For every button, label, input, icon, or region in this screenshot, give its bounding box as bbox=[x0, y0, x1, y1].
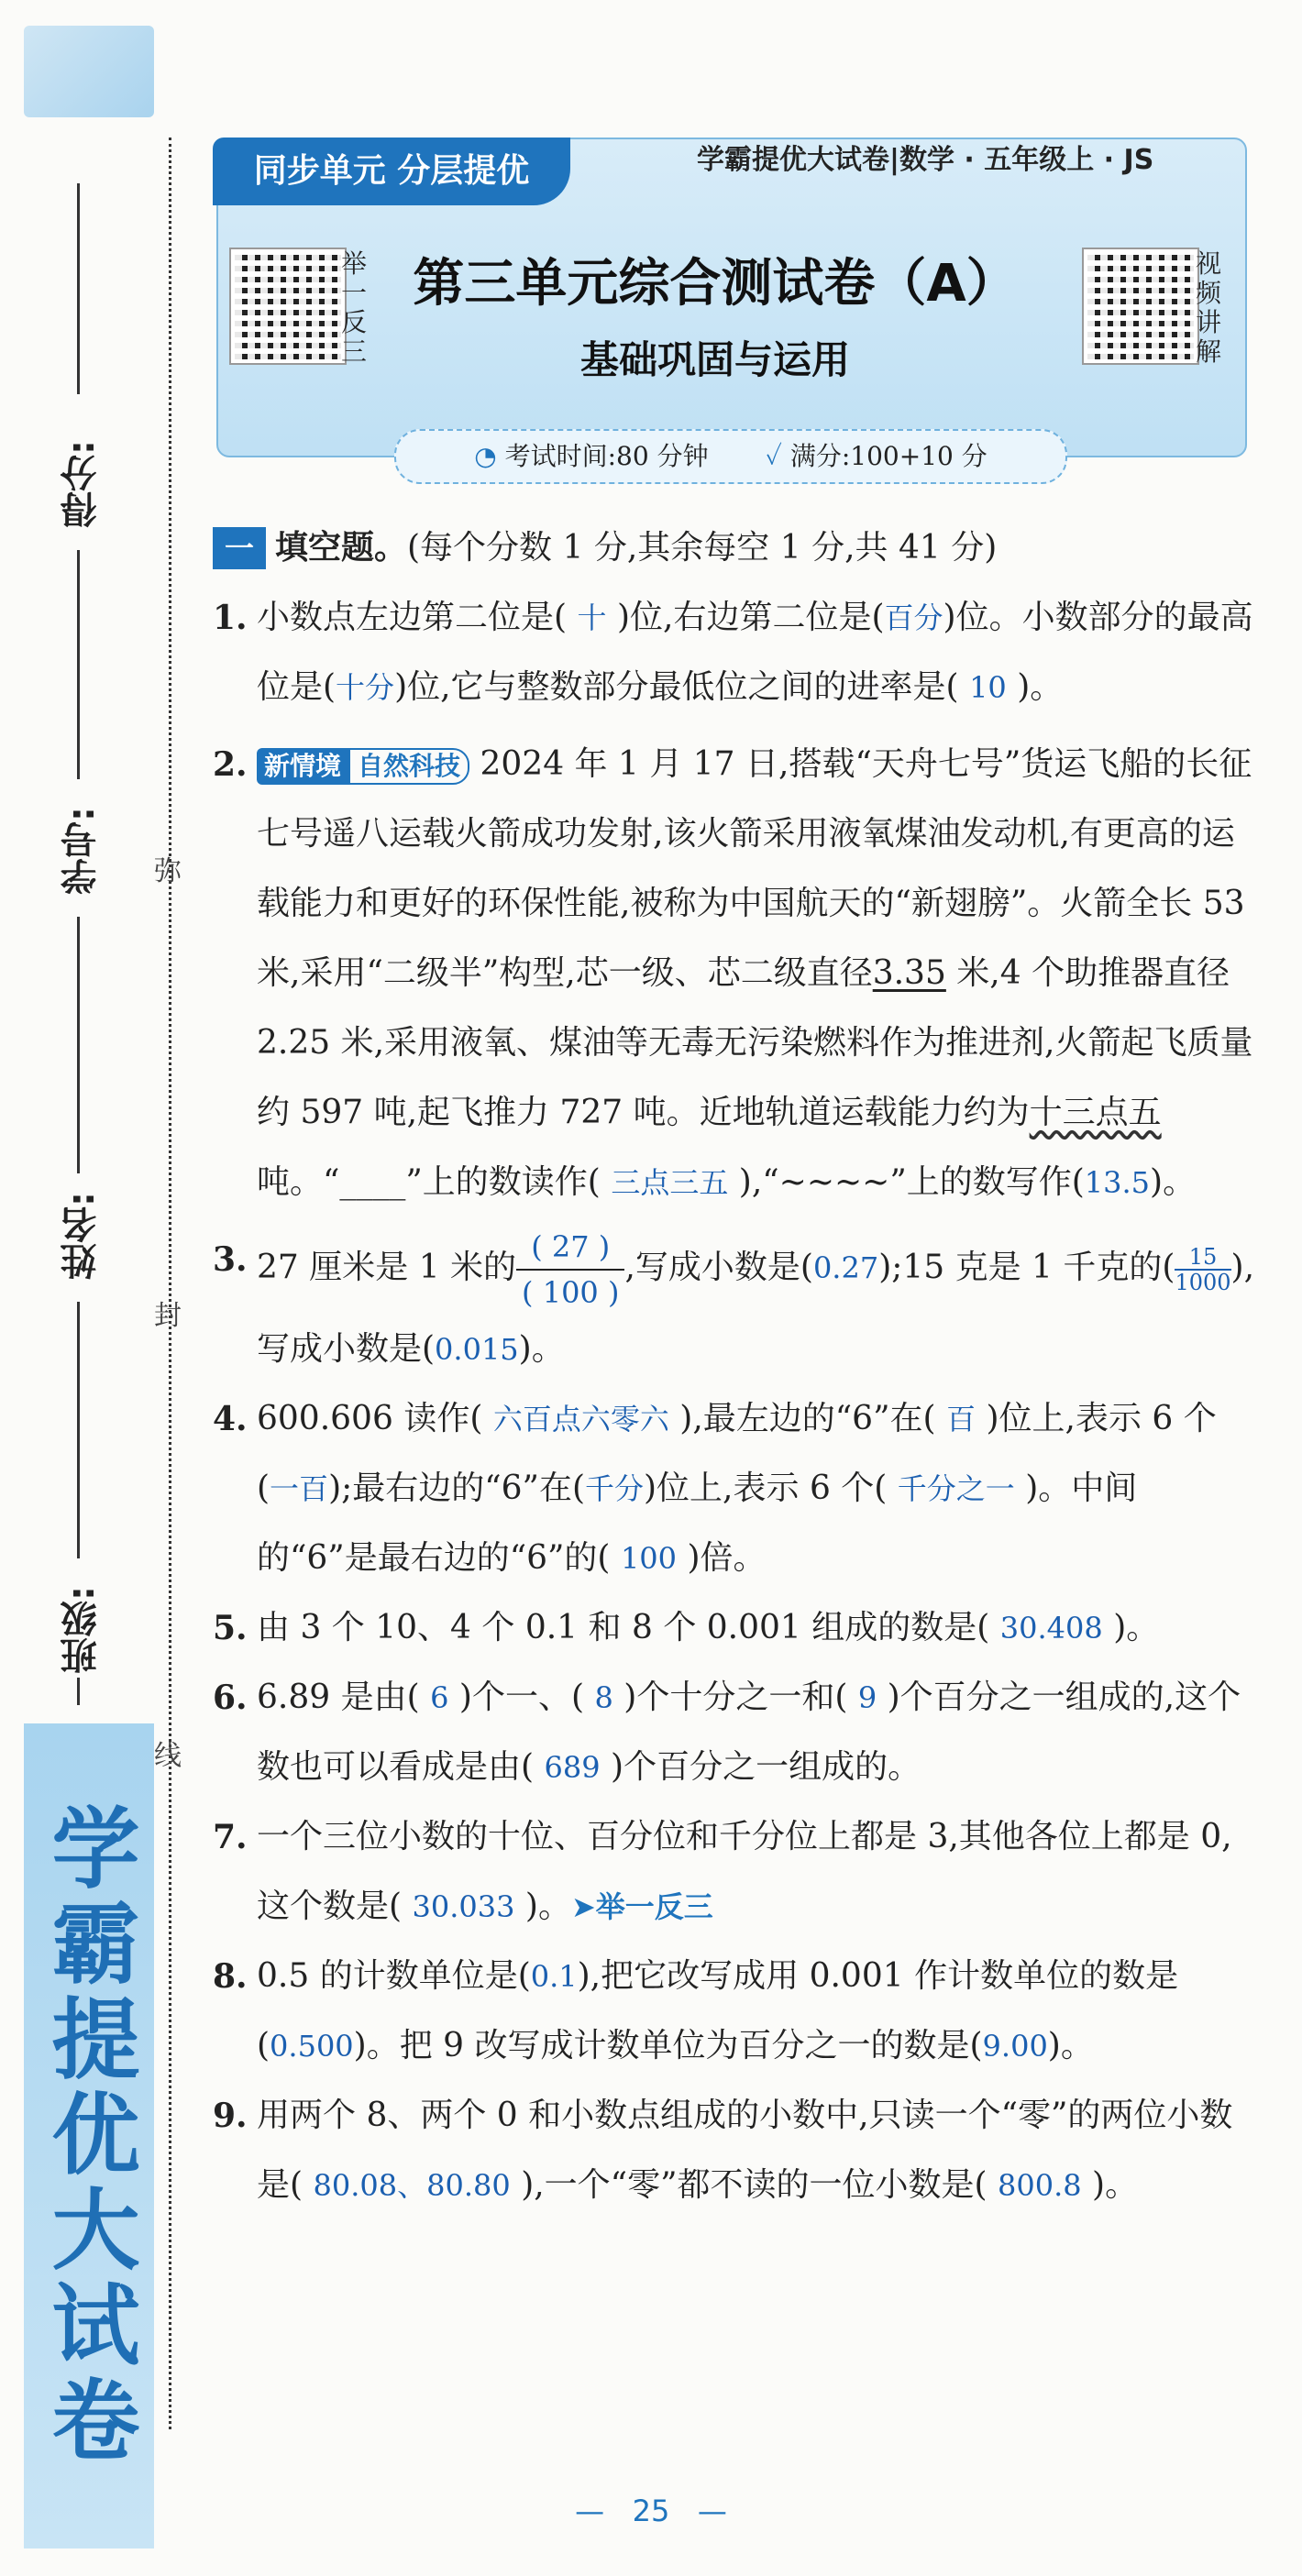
name-label: 姓名: bbox=[61, 1192, 103, 1280]
q7-text-2: )。 bbox=[524, 1888, 571, 1925]
q6-answer-1: 6 bbox=[430, 1680, 449, 1715]
question-number: 4. bbox=[213, 1400, 248, 1438]
page-number bbox=[0, 2493, 1302, 2528]
binding-line bbox=[169, 138, 171, 2429]
question-6 bbox=[213, 1663, 1258, 1802]
student-id-label: 学号: bbox=[61, 807, 103, 895]
question-number: 6. bbox=[213, 1679, 248, 1717]
q3-text-2: ,写成小数是( bbox=[624, 1249, 813, 1286]
question-2 bbox=[213, 730, 1258, 1217]
full-score: 满分:100+10 分 bbox=[789, 441, 988, 471]
science-tag: 自然科技 bbox=[348, 748, 469, 785]
q4-answer-5: 千分之一 bbox=[897, 1471, 1015, 1506]
page-subtitle: 基础巩固与运用 bbox=[579, 337, 850, 382]
q4-text-5: )位上,表示 6 个( bbox=[644, 1470, 888, 1507]
section-header bbox=[213, 513, 1258, 583]
qr-right-label: 视频讲解 bbox=[1196, 248, 1222, 367]
q1-text-3: )位。小数部分的最高位是( bbox=[257, 599, 1253, 706]
q8-text-4: )。 bbox=[1047, 2027, 1094, 2064]
question-number: 2. bbox=[213, 745, 248, 784]
check-icon: ✓ bbox=[765, 441, 782, 471]
q3-fraction bbox=[516, 1225, 624, 1315]
question-number: 9. bbox=[213, 2097, 248, 2135]
new-context-tag: 新情境 bbox=[257, 748, 348, 785]
question-number: 5. bbox=[213, 1609, 248, 1647]
cut-mark-3: 线 bbox=[154, 1740, 182, 1772]
q9-text-1: 用两个 8、两个 0 和小数点组成的小数中,只读一个“零”的两位小数是( bbox=[257, 2097, 1233, 2204]
q1-text-2: )位,右边第二位是( bbox=[616, 599, 885, 636]
q2-underlined-number: 3.35 bbox=[872, 954, 946, 992]
q1-text-4: )位,它与整数部分最低位之间的进率是( bbox=[394, 668, 959, 706]
section-note: (每个分数 1 分,其余每空 1 分,共 41 分) bbox=[407, 529, 998, 567]
question-4 bbox=[213, 1384, 1258, 1593]
q2-text-2: 米,4 个助推器直径 2.25 米,采用液氧、煤油等无毒无污染燃料作为推进剂,火箭起飞质量约 597 吨,起飞推力 727 吨。近地轨道运载能力约为 bbox=[257, 954, 1253, 1131]
q4-text-7: )倍。 bbox=[687, 1539, 767, 1577]
exam-info-bar bbox=[394, 429, 1067, 484]
cut-mark-2: 封 bbox=[154, 1300, 182, 1332]
q4-answer-3: 一百 bbox=[270, 1471, 329, 1506]
q2-text-5: )。 bbox=[1150, 1163, 1197, 1201]
q4-answer-4: 千分 bbox=[585, 1471, 645, 1506]
q7-answer-1: 30.033 bbox=[412, 1889, 515, 1924]
q2-text-3: 吨。“____”上的数读作( bbox=[257, 1163, 601, 1201]
class-line-end bbox=[77, 1678, 80, 1705]
q2-text-4: ),“~~~~”上的数写作( bbox=[738, 1163, 1085, 1201]
class-label: 班级: bbox=[61, 1586, 103, 1674]
q8-answer-3: 9.00 bbox=[982, 2029, 1048, 2064]
qr-code-right[interactable] bbox=[1084, 249, 1197, 363]
q1-answer-2: 百分 bbox=[884, 600, 943, 635]
q3-text-1: 27 厘米是 1 米的 bbox=[257, 1249, 517, 1286]
q1-answer-1: 十 bbox=[577, 600, 607, 635]
small-fraction-denominator: 1000 bbox=[1175, 1270, 1231, 1295]
question-9 bbox=[213, 2081, 1258, 2220]
section-title: 填空题。 bbox=[275, 529, 408, 567]
q4-text-6: )。中间的“6”是最右边的“6”的( bbox=[257, 1470, 1138, 1577]
q2-answer-2: 13.5 bbox=[1084, 1165, 1151, 1200]
qr-code-left[interactable] bbox=[231, 249, 345, 363]
q9-text-2: ),一个“零”都不读的一位小数是( bbox=[521, 2166, 988, 2204]
q3-answer-2: 0.015 bbox=[435, 1332, 519, 1367]
q9-text-3: )。 bbox=[1092, 2166, 1139, 2204]
q1-answer-4: 10 bbox=[969, 670, 1007, 705]
question-3 bbox=[213, 1225, 1258, 1384]
q4-answer-2: 百 bbox=[945, 1402, 976, 1437]
question-number: 7. bbox=[213, 1818, 248, 1856]
exam-time: 考试时间:80 分钟 bbox=[504, 441, 709, 471]
q4-answer-6: 100 bbox=[620, 1541, 678, 1576]
unit-tag: 同步单元 分层提优 bbox=[213, 138, 570, 205]
q8-text-2: ),把它改写成用 0.001 作计数单位的数是( bbox=[257, 1957, 1179, 2064]
question-1 bbox=[213, 583, 1258, 722]
q5-text-1: 由 3 个 10、4 个 0.1 和 8 个 0.001 组成的数是( bbox=[257, 1609, 990, 1646]
q5-text-2: )。 bbox=[1113, 1609, 1160, 1646]
page-number-value: 25 bbox=[632, 2493, 670, 2528]
question-number: 1. bbox=[213, 599, 248, 637]
question-number: 3. bbox=[213, 1240, 248, 1279]
q9-answer-2: 800.8 bbox=[997, 2168, 1082, 2203]
related-practice-link[interactable]: ➤举一反三 bbox=[570, 1889, 713, 1924]
q7-text-1: 一个三位小数的十位、百分位和千分位上都是 3,其他各位上都是 0,这个数是( bbox=[257, 1818, 1232, 1925]
id-line bbox=[77, 550, 80, 779]
q2-wavy-number: 十三点五 bbox=[1029, 1094, 1162, 1131]
q8-answer-2: 0.500 bbox=[270, 2029, 354, 2064]
question-7 bbox=[213, 1802, 1258, 1942]
q6-answer-3: 9 bbox=[857, 1680, 877, 1715]
cut-mark-1: 弥 bbox=[154, 855, 182, 887]
class-line bbox=[77, 1302, 80, 1558]
section-badge: 一 bbox=[213, 527, 266, 569]
q3-text-4: ),写成小数是( bbox=[257, 1249, 1255, 1368]
score-line bbox=[77, 183, 80, 394]
score-label: 得分: bbox=[61, 440, 103, 528]
q1-text-5: )。 bbox=[1017, 668, 1064, 706]
q1-answer-3: 十分 bbox=[336, 670, 395, 705]
series-label: 学霸提优大试卷|数学 · 五年级上 · JS bbox=[697, 144, 1154, 176]
q2-text-1: 2024 年 1 月 17 日,搭载“天舟七号”货运飞船的长征七号遥八运载火箭成功发射,该火箭采用液氧煤油发动机,有更高的运载能力和更好的环保性能,被称为中国航天的“新翅膀”。火箭全长 53 米,采用“二级半”构型,芯一级、芯二级直径 bbox=[257, 745, 1252, 992]
small-fraction-numerator: 15 bbox=[1175, 1245, 1230, 1271]
q4-text-1: 600.606 读作( bbox=[257, 1400, 483, 1437]
q9-answer-1: 80.08、80.80 bbox=[313, 2168, 511, 2203]
q6-answer-4: 689 bbox=[544, 1750, 601, 1785]
qr-left-label: 举一反三 bbox=[341, 248, 368, 367]
q4-answer-1: 六百点六零六 bbox=[492, 1402, 669, 1437]
q3-answer-1: 0.27 bbox=[812, 1250, 879, 1285]
q1-text-1: 小数点左边第二位是( bbox=[257, 599, 568, 636]
q5-answer-1: 30.408 bbox=[999, 1611, 1103, 1646]
q4-text-2: ),最左边的“6”在( bbox=[679, 1400, 936, 1437]
q6-text-2: )个一、( bbox=[458, 1679, 585, 1716]
page-dash-left: — bbox=[575, 2493, 605, 2528]
q8-answer-1: 0.1 bbox=[530, 1959, 578, 1994]
top-left-decoration bbox=[24, 26, 154, 117]
q2-answer-1: 三点三五 bbox=[611, 1165, 729, 1200]
question-8 bbox=[213, 1942, 1258, 2081]
q3-text-3: );15 克是 1 千克的( bbox=[878, 1249, 1175, 1286]
brand-text: 学霸提优大试卷 bbox=[38, 1802, 141, 2470]
q8-text-1: 0.5 的计数单位是( bbox=[257, 1957, 531, 1995]
q8-text-3: )。把 9 改写成计数单位为百分之一的数是( bbox=[353, 2027, 983, 2064]
fraction-numerator: ( 27 ) bbox=[516, 1225, 624, 1271]
q6-answer-2: 8 bbox=[594, 1680, 613, 1715]
q4-text-3: )位上,表示 6 个( bbox=[257, 1400, 1217, 1507]
clock-icon: ◔ bbox=[474, 441, 497, 471]
question-5 bbox=[213, 1593, 1258, 1663]
q6-text-4: )个百分之一组成的,这个数也可以看成是由( bbox=[257, 1679, 1241, 1786]
fraction-denominator: ( 100 ) bbox=[522, 1275, 620, 1310]
q3-text-5: )。 bbox=[518, 1330, 565, 1368]
question-number: 8. bbox=[213, 1957, 248, 1996]
q6-text-3: )个十分之一和( bbox=[623, 1679, 848, 1716]
name-line bbox=[77, 917, 80, 1173]
question-area bbox=[213, 513, 1258, 2220]
q3-small-fraction bbox=[1175, 1245, 1230, 1294]
page-title: 第三单元综合测试卷（A） bbox=[413, 254, 1018, 314]
page-dash-right: — bbox=[697, 2493, 727, 2528]
q4-text-4: );最右边的“6”在( bbox=[328, 1470, 585, 1507]
q6-text-1: 6.89 是由( bbox=[257, 1679, 420, 1716]
q6-text-5: )个百分之一组成的。 bbox=[611, 1748, 921, 1786]
